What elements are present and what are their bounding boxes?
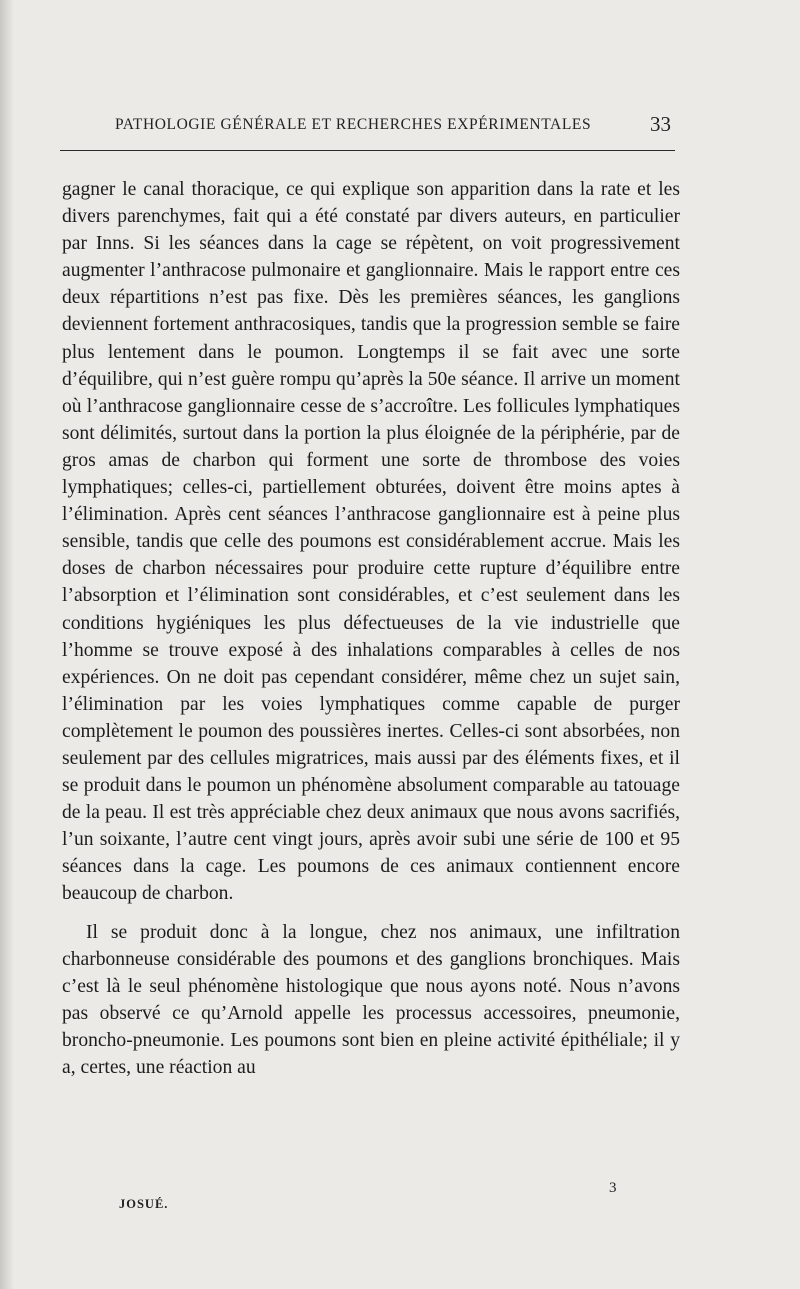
sheet-number: 3	[609, 1180, 617, 1196]
running-head	[60, 112, 675, 142]
header-rule	[60, 150, 675, 151]
running-title: PATHOLOGIE GÉNÉRALE ET RECHERCHES EXPÉRIMENTALES	[115, 116, 592, 133]
page-edge	[0, 0, 14, 1289]
paragraph: gagner le canal thoracique, ce qui explique son apparition dans la rate et les divers parenchymes, fait qui a été constaté par divers auteurs, en particulier par Inns. Si les séances dans la cage se répètent, on voit progressivement augmenter l’anthracose pulmonaire et ganglionnaire. Mais le rapport entre ces deux répartitions n’est pas fixe. Dès les premières séances, les ganglions deviennent fortement anthracosiques, tandis que la progression semble se faire plus lentement dans le poumon. Longtemps il se fait avec une sorte d’équilibre, qui n’est guère rompu qu’après la 50e séance. Il arrive un moment où l’anthracose ganglionnaire cesse de s’accroître. Les follicules lymphatiques sont délimités, surtout dans la portion la plus éloignée de la périphérie, par de gros amas de charbon qui forment une sorte de thrombose des voies lymphatiques; celles-ci, partiellement obturées, doivent être moins aptes à l’élimination. Après cent séances l’anthracose ganglionnaire est à peine plus sensible, tandis que celle des poumons est considérablement accrue. Mais les doses de charbon nécessaires pour produire cette rupture d’équilibre entre l’absorption et l’élimination sont considérables, et c’est seulement dans les conditions hygiéniques les plus défectueuses de la vie industrielle que l’homme se trouve exposé à des inhalations comparables à celles de nos expériences. On ne doit pas cependant considérer, même chez un sujet sain, l’élimination par les voies lymphatiques comme capable de purger complètement le poumon des poussières inertes. Celles-ci sont absorbées, non seulement par des cellules migratrices, mais aussi par des éléments fixes, et il se produit dans le poumon un phénomène absolument comparable au tatouage de la peau. Il est très appréciable chez deux animaux que nous avons sacrifiés, l’un soixante, l’autre cent vingt jours, après avoir subi une série de 100 et 95 séances dans la cage. Les poumons de ces animaux contiennent encore beaucoup de charbon.	[62, 179, 680, 905]
paragraph: Il se produit donc à la longue, chez nos animaux, une infiltration charbonneuse considérable des poumons et des ganglions bronchiques. Mais c’est là le seul phénomène histologique que nous ayons noté. Nous n’avons pas observé ce qu’Arnold appelle les processus accessoires, pneumonie, broncho-pneumonie. Les poumons sont bien en pleine activité épithéliale; il y a, certes, une réaction au	[62, 921, 680, 1078]
signature-mark: JOSUÉ.	[119, 1197, 169, 1211]
page-number: 33	[650, 112, 671, 136]
body-text	[62, 176, 680, 1081]
